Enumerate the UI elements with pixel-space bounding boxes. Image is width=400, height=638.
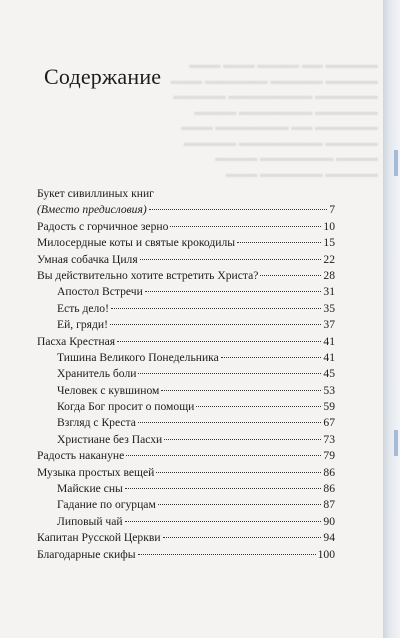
toc-page-number: 41 — [323, 350, 335, 364]
toc-entry-title: Взгляд с Креста — [57, 416, 136, 430]
toc-page-number: 31 — [323, 285, 335, 299]
toc-entry-title: Вы действительно хотите встретить Христа? — [37, 268, 259, 282]
toc-entry-title: Майские сны — [57, 482, 123, 496]
dot-leader — [125, 488, 322, 489]
toc-page-number: 28 — [323, 268, 335, 282]
edge-mark — [394, 430, 398, 456]
table-of-contents — [37, 187, 335, 564]
toc-entry — [37, 236, 335, 252]
toc-entry — [37, 384, 335, 400]
toc-entry — [37, 220, 335, 236]
toc-entry — [37, 367, 335, 383]
dot-leader — [158, 504, 322, 505]
toc-page-number: 35 — [323, 301, 335, 315]
toc-entry — [37, 466, 335, 482]
toc-page-number: 10 — [323, 219, 335, 233]
toc-entry-title: Музыка простых вещей — [37, 465, 155, 479]
toc-entry-title: Гадание по огурцам — [57, 498, 156, 512]
toc-entry-title: Есть дело! — [57, 301, 109, 315]
toc-page-number: 94 — [323, 531, 335, 545]
toc-entry-title: Тишина Великого Понедельника — [57, 350, 219, 364]
dot-leader — [163, 537, 322, 538]
book-edge — [383, 0, 400, 638]
dot-leader — [111, 308, 321, 309]
toc-entry-title: Радость накануне — [37, 449, 125, 463]
toc-page-number: 15 — [323, 236, 335, 250]
toc-entry-title: Липовый чай — [57, 514, 123, 528]
toc-page-number: 41 — [323, 334, 335, 348]
toc-entry-title: (Вместо предисловия) — [37, 203, 147, 217]
dot-leader — [237, 242, 321, 243]
toc-entry-title: Благодарные скифы — [37, 547, 136, 561]
toc-entry — [37, 400, 335, 416]
toc-entry-title: Капитан Русской Церкви — [37, 531, 161, 545]
dot-leader — [110, 324, 321, 325]
toc-entry — [37, 318, 335, 334]
dot-leader — [196, 406, 321, 407]
toc-entry-title: Когда Бог просит о помощи — [57, 400, 195, 414]
toc-entry — [37, 335, 335, 351]
toc-entry — [37, 515, 335, 531]
toc-entry — [37, 531, 335, 547]
dot-leader — [164, 439, 321, 440]
toc-entry — [37, 285, 335, 301]
toc-entry-title: Букет сивиллиных книг — [37, 187, 154, 200]
page-title: Содержание — [44, 64, 162, 89]
bleed-through-text: ▬▬▬▬▬ ▬▬ ▬▬▬▬ ▬▬▬ ▬▬▬ ▬▬▬▬▬ ▬▬▬▬▬ ▬▬▬▬▬▬ ▬▬▬ ▬▬▬▬▬▬ ▬▬▬▬▬▬▬▬ ▬▬▬▬▬ ▬▬▬▬▬▬ ▬▬▬▬▬▬▬ ▬▬▬▬ ▬▬▬▬▬▬ ▬▬ ▬▬▬▬▬▬▬ ▬▬▬ ▬▬▬▬▬ ▬▬▬▬▬▬▬▬ ▬▬▬▬▬ ▬▬▬▬ ▬▬▬▬▬▬▬ ▬▬▬▬ ▬▬▬▬▬ ▬▬▬▬▬▬ ▬▬▬ — [170, 60, 378, 180]
toc-page-number: 79 — [323, 449, 335, 463]
toc-page-number: 86 — [323, 465, 335, 479]
toc-entry — [37, 482, 335, 498]
toc-entry-title: Ей, гряди! — [57, 318, 108, 332]
toc-entry — [37, 548, 335, 564]
toc-page-number: 87 — [323, 498, 335, 512]
dot-leader — [156, 472, 321, 473]
dot-leader — [221, 357, 322, 358]
toc-entry — [37, 416, 335, 432]
dot-leader — [126, 455, 321, 456]
toc-page-number: 37 — [323, 318, 335, 332]
toc-entry — [37, 498, 335, 514]
dot-leader — [260, 275, 321, 276]
toc-entry-title: Хранитель боли — [57, 367, 137, 381]
toc-page-number: 22 — [323, 252, 335, 266]
toc-entry — [37, 187, 335, 203]
toc-entry-title: Христиане без Пасхи — [57, 432, 163, 446]
dot-leader — [138, 554, 316, 555]
toc-entry — [37, 351, 335, 367]
dot-leader — [117, 341, 321, 342]
toc-entry — [37, 269, 335, 285]
edge-mark — [394, 150, 398, 176]
toc-entry — [37, 449, 335, 465]
toc-page-number: 59 — [323, 400, 335, 414]
dot-leader — [138, 373, 321, 374]
toc-entry-title: Человек с кувшином — [57, 383, 160, 397]
dot-leader — [149, 209, 327, 210]
toc-page-number: 45 — [323, 367, 335, 381]
toc-entry-title: Апостол Встречи — [57, 285, 143, 299]
toc-entry-title: Милосердные коты и святые крокодилы — [37, 236, 236, 250]
toc-entry-title: Пасха Крестная — [37, 334, 116, 348]
dot-leader — [140, 259, 322, 260]
toc-page-number: 73 — [323, 432, 335, 446]
toc-page-number: 90 — [323, 514, 335, 528]
toc-page-number: 7 — [329, 203, 335, 217]
toc-page-number: 67 — [323, 416, 335, 430]
dot-leader — [125, 521, 322, 522]
toc-page-number: 86 — [323, 482, 335, 496]
dot-leader — [170, 226, 321, 227]
toc-page-number: 53 — [323, 383, 335, 397]
dot-leader — [161, 390, 321, 391]
toc-entry — [37, 253, 335, 269]
toc-entry-title: Умная собачка Циля — [37, 252, 138, 266]
toc-entry — [37, 433, 335, 449]
toc-entry — [37, 302, 335, 318]
dot-leader — [145, 291, 322, 292]
toc-entry — [37, 203, 335, 219]
dot-leader — [138, 422, 322, 423]
toc-entry-title: Радость с горчичное зерно — [37, 219, 169, 233]
toc-page-number: 100 — [317, 547, 335, 561]
